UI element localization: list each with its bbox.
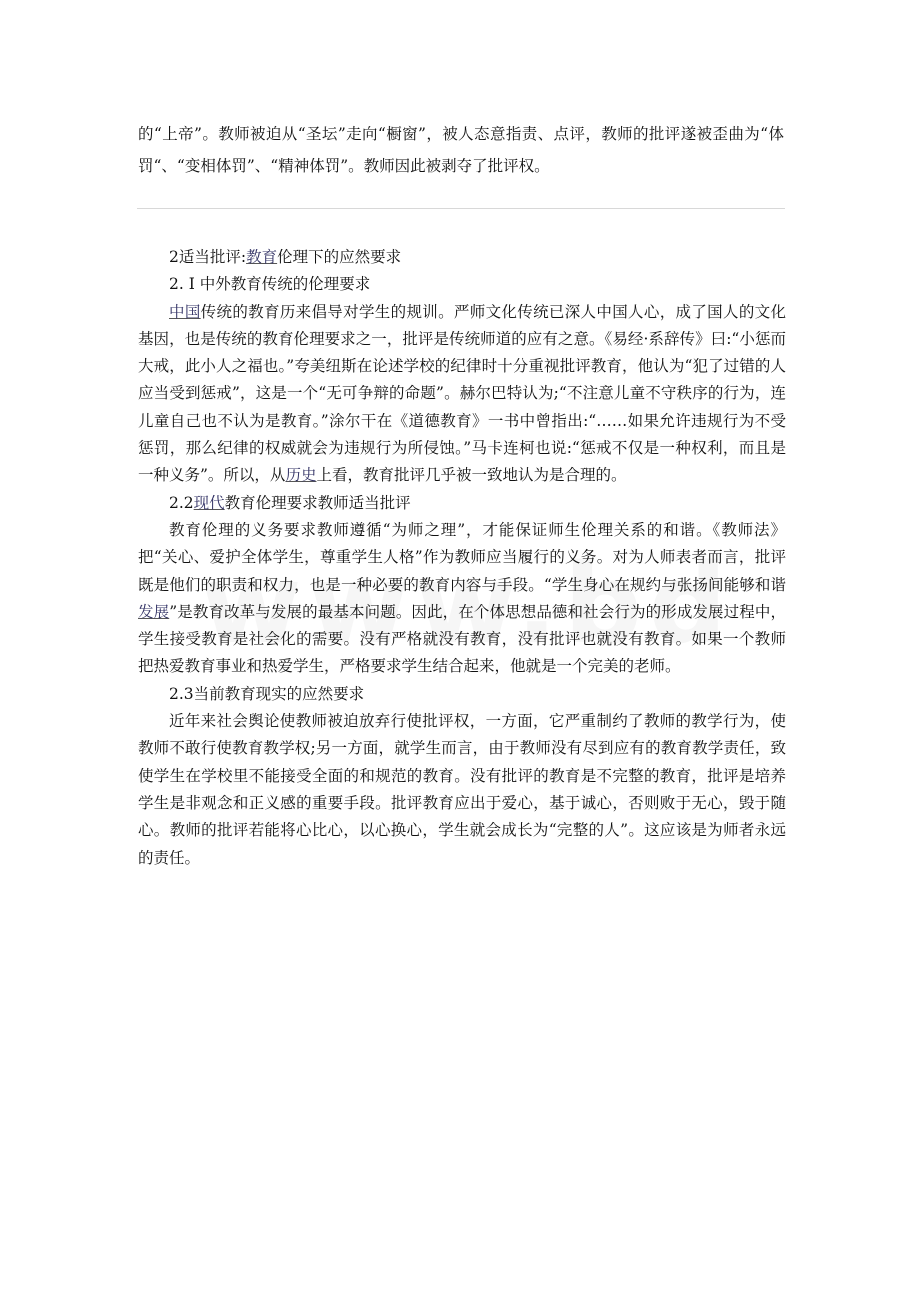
top-fragment (138, 118, 784, 182)
section-2-2-paragraph (138, 517, 786, 681)
section-2-2-heading-prefix: 2.2 (169, 493, 194, 512)
top-paragraph: 的“上帝”。教师被迫从“圣坛”走向“橱窗”，被人态意指责、点评，教师的批评遂被歪曲为“体罚“、“变相体罚”、“精神体罚”。教师因此被剥夺了批评权。 (138, 125, 784, 175)
link-china[interactable]: 中国 (169, 302, 201, 321)
section-2-heading-suffix: 伦理下的应然要求 (277, 248, 402, 266)
section-2-3-heading: 2.3当前教育现实的应然要求 (169, 684, 365, 703)
link-history[interactable]: 历史 (285, 466, 317, 485)
article-body (138, 244, 786, 872)
section-2-1-paragraph (138, 299, 786, 490)
section-2-heading (138, 244, 786, 271)
section-2-2-text-a: 教育伦理的义务要求教师遵循“为师之理”，才能保证师生伦理关系的和谐。《教师法》把“关心、爱护全体学生，尊重学生人格”作为教师应当履行的义务。对为人师表者而言，批评既是他们的职责和权力，也是一种必要的教育内容与手段。“学生身心在规约与张扬间能够和谐 (138, 520, 786, 594)
section-2-1-text-b: 上看，教育批评几乎被一致地认为是合理的。 (316, 466, 627, 485)
section-2-heading-prefix: 2适当批评: (169, 248, 247, 266)
section-2-2-text-b: ”是教育改革与发展的最基本问题。因此，在个体思想品德和社会行为的形成发展过程中，学生接受教育是社会化的需要。没有严格就没有教育，没有批评也就没有教育。如果一个教师把热爱教育事业和热爱学生，严格要求学生结合起来，他就是一个完美的老师。 (138, 602, 786, 676)
section-2-1-heading: 2. I 中外教育传统的伦理要求 (169, 275, 371, 294)
section-2-3-paragraph: 近年来社会舆论使教师被迫放弃行使批评权，一方面，它严重制约了教师的教学行为，使教师不敢行使教育教学权;另一方面，就学生而言，由于教师没有尽到应有的教育教学责任，致使学生在学校里不能接受全面的和规范的教育。没有批评的教育是不完整的教育，批评是培养学生是非观念和正义感的重要手段。批评教育应出于爱心，基于诚心，否则败于无心，毁于随心。教师的批评若能将心比心，以心换心，学生就会成长为“完整的人”。这应该是为师者永远的责任。 (138, 712, 786, 867)
link-modern[interactable]: 现代 (193, 493, 225, 512)
section-2-2-heading-suffix: 教育伦理要求教师适当批评 (224, 493, 411, 512)
section-divider (137, 208, 785, 209)
section-2-1-text-a: 传统的教育历来倡导对学生的规训。严师文化传统已深人中国人心，成了国人的文化基因，也是传统的教育伦理要求之一，批评是传统师道的应有之意。《易经·系辞传》曰:“小惩而大戒，此小人之福也。”夸美纽斯在论述学校的纪律时十分重视批评教育，他认为“犯了过错的人应当受到惩戒”，这是一个“无可争辩的命题”。赫尔巴特认为;“不注意儿童不守秩序的行为，连儿童自己也不认为是教育。”涂尔干在《道德教育》一书中曾指出:“……如果允许违规行为不受惩罚，那么纪律的权威就会为违规行为所侵蚀。”马卡连柯也说:“惩戒不仅是一种权利，而且是一种义务”。所以，从 (138, 302, 786, 485)
link-development[interactable]: 发展 (138, 602, 170, 621)
section-2-2-heading (138, 490, 786, 517)
link-education[interactable]: 教育 (246, 248, 278, 266)
